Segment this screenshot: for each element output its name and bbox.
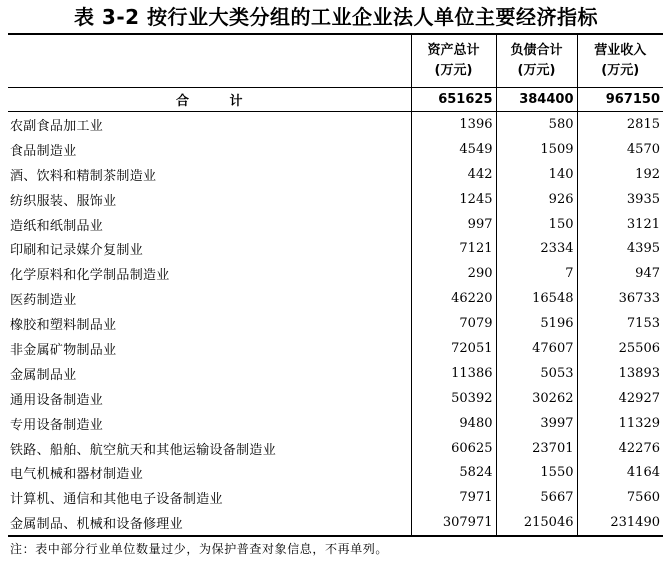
- revenue-value: 42276: [577, 436, 663, 461]
- revenue-value: 3935: [577, 187, 663, 212]
- liabilities-value: 140: [496, 162, 577, 187]
- table-row: [8, 336, 663, 361]
- footnote: 注：表中部分行业单位数量过少，为保护普查对象信息，不再单列。: [10, 542, 389, 556]
- industry-rows: [8, 112, 663, 537]
- table-row: [8, 236, 663, 261]
- liabilities-value: 2334: [496, 236, 577, 261]
- table-row: [8, 212, 663, 237]
- industry-name: 电气机械和器材制造业: [10, 467, 144, 483]
- header-assets-label: 资产总计: [427, 43, 480, 58]
- header-liabilities: [496, 34, 577, 88]
- liabilities-value: 5667: [496, 485, 577, 510]
- liabilities-value: 580: [496, 112, 577, 137]
- assets-value: 442: [411, 162, 496, 187]
- industry-name: 农副食品加工业: [10, 118, 104, 134]
- table-row: [8, 361, 663, 386]
- liabilities-value: 1550: [496, 460, 577, 485]
- revenue-value: 3121: [577, 212, 663, 237]
- assets-value: 11386: [411, 361, 496, 386]
- liabilities-value: 23701: [496, 436, 577, 461]
- economic-indicators-table: [8, 33, 663, 537]
- revenue-value: 36733: [577, 286, 663, 311]
- header-industry: [8, 34, 411, 88]
- industry-name: 食品制造业: [10, 143, 77, 159]
- industry-name: 酒、饮料和精制茶制造业: [10, 168, 157, 184]
- total-liabilities: 384400: [496, 88, 577, 112]
- table-row: [8, 311, 663, 336]
- industry-name: 橡胶和塑料制品业: [10, 318, 117, 334]
- assets-value: 4549: [411, 137, 496, 162]
- revenue-value: 42927: [577, 386, 663, 411]
- revenue-value: 4164: [577, 460, 663, 485]
- industry-name: 印刷和记录媒介复制业: [10, 243, 144, 259]
- industry-name: 纺织服装、服饰业: [10, 193, 117, 209]
- revenue-value: 7153: [577, 311, 663, 336]
- assets-value: 997: [411, 212, 496, 237]
- industry-name: 造纸和纸制品业: [10, 218, 104, 234]
- header-assets-unit: (万元): [434, 63, 473, 78]
- revenue-value: 4395: [577, 236, 663, 261]
- table-row: [8, 187, 663, 212]
- assets-value: 7121: [411, 236, 496, 261]
- table-row: [8, 261, 663, 286]
- revenue-value: 2815: [577, 112, 663, 137]
- assets-value: 9480: [411, 411, 496, 436]
- liabilities-value: 150: [496, 212, 577, 237]
- industry-name: 铁路、船舶、航空航天和其他运输设备制造业: [10, 442, 277, 458]
- table-row: [8, 286, 663, 311]
- revenue-value: 13893: [577, 361, 663, 386]
- table-title: 表 3-2 按行业大类分组的工业企业法人单位主要经济指标: [73, 5, 599, 29]
- revenue-value: 947: [577, 261, 663, 286]
- revenue-value: 7560: [577, 485, 663, 510]
- industry-name: 通用设备制造业: [10, 392, 104, 408]
- assets-value: 72051: [411, 336, 496, 361]
- assets-value: 5824: [411, 460, 496, 485]
- header-liabilities-label: 负债合计: [510, 43, 563, 58]
- table-row: [8, 137, 663, 162]
- assets-value: 7079: [411, 311, 496, 336]
- liabilities-value: 47607: [496, 336, 577, 361]
- liabilities-value: 16548: [496, 286, 577, 311]
- assets-value: 7971: [411, 485, 496, 510]
- industry-name: 非金属矿物制品业: [10, 342, 117, 358]
- table-row: [8, 485, 663, 510]
- industry-name: 化学原料和化学制品制造业: [10, 268, 170, 284]
- revenue-value: 4570: [577, 137, 663, 162]
- table-row: [8, 386, 663, 411]
- liabilities-value: 5053: [496, 361, 577, 386]
- assets-value: 50392: [411, 386, 496, 411]
- revenue-value: 192: [577, 162, 663, 187]
- total-row: [8, 88, 663, 112]
- table-row: [8, 510, 663, 536]
- liabilities-value: 5196: [496, 311, 577, 336]
- revenue-value: 25506: [577, 336, 663, 361]
- assets-value: 1245: [411, 187, 496, 212]
- assets-value: 46220: [411, 286, 496, 311]
- liabilities-value: 30262: [496, 386, 577, 411]
- total-assets: 651625: [411, 88, 496, 112]
- header-assets: [411, 34, 496, 88]
- total-label: 合 计: [8, 88, 411, 112]
- table-row: [8, 112, 663, 137]
- industry-name: 金属制品业: [10, 367, 77, 383]
- header-revenue-unit: (万元): [601, 63, 640, 78]
- revenue-value: 231490: [577, 510, 663, 536]
- revenue-value: 11329: [577, 411, 663, 436]
- header-liabilities-unit: (万元): [517, 63, 556, 78]
- header-revenue: [577, 34, 663, 88]
- header-row: [8, 34, 663, 88]
- liabilities-value: 3997: [496, 411, 577, 436]
- industry-name: 计算机、通信和其他电子设备制造业: [10, 492, 223, 508]
- header-revenue-label: 营业收入: [594, 43, 647, 58]
- liabilities-value: 215046: [496, 510, 577, 536]
- industry-name: 专用设备制造业: [10, 417, 104, 433]
- table-row: [8, 460, 663, 485]
- assets-value: 290: [411, 261, 496, 286]
- table-row: [8, 162, 663, 187]
- table-row: [8, 411, 663, 436]
- liabilities-value: 926: [496, 187, 577, 212]
- industry-name: 医药制造业: [10, 293, 77, 309]
- liabilities-value: 7: [496, 261, 577, 286]
- table-row: [8, 436, 663, 461]
- liabilities-value: 1509: [496, 137, 577, 162]
- assets-value: 307971: [411, 510, 496, 536]
- assets-value: 1396: [411, 112, 496, 137]
- total-revenue: 967150: [577, 88, 663, 112]
- industry-name: 金属制品、机械和设备修理业: [8, 510, 411, 536]
- assets-value: 60625: [411, 436, 496, 461]
